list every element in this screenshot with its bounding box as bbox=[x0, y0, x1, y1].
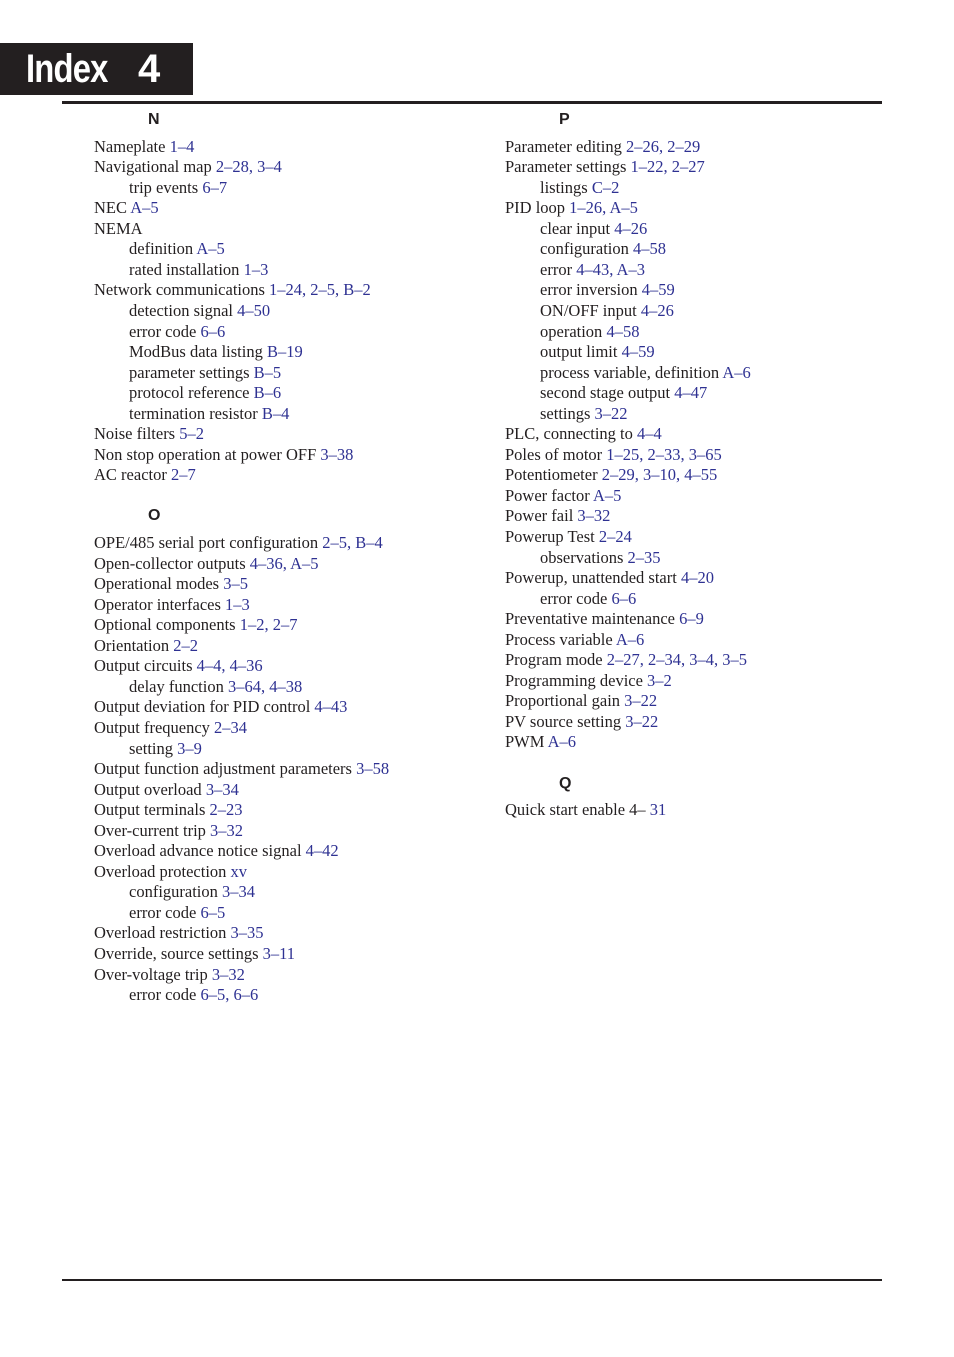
entry-page-refs[interactable]: B–19 bbox=[266, 342, 303, 362]
entry-term: observations bbox=[540, 547, 624, 567]
entry-page-refs[interactable]: 4–58 bbox=[606, 321, 640, 341]
entry-page-refs[interactable]: 2–35 bbox=[627, 547, 661, 567]
index-entry bbox=[94, 615, 494, 636]
entry-page-refs[interactable]: A–5 bbox=[592, 485, 622, 505]
top-rule bbox=[62, 101, 882, 104]
index-entry bbox=[505, 609, 905, 630]
entry-page-refs[interactable]: 4–43 bbox=[314, 697, 348, 717]
index-entry bbox=[505, 712, 905, 733]
entry-term: Optional components bbox=[94, 615, 236, 635]
entry-page-refs[interactable]: 2–26, 2–29 bbox=[625, 136, 701, 156]
entry-term: Programming device bbox=[505, 670, 643, 690]
entry-term: Quick start enable 4– bbox=[505, 800, 646, 820]
entry-term: clear input bbox=[540, 218, 611, 238]
index-entry bbox=[94, 595, 494, 616]
entry-term: error inversion bbox=[540, 280, 638, 300]
index-entry bbox=[94, 280, 494, 301]
entry-term: Open-collector outputs bbox=[94, 553, 246, 573]
entry-page-refs[interactable]: A–5 bbox=[130, 198, 159, 218]
entry-term: rated installation bbox=[129, 259, 240, 279]
entry-page-refs[interactable]: 6–9 bbox=[679, 609, 704, 629]
index-subentry bbox=[94, 739, 494, 760]
index-entry bbox=[94, 656, 494, 677]
index-entry bbox=[94, 424, 494, 445]
entry-term: Output circuits bbox=[94, 656, 193, 676]
entry-term: PV source setting bbox=[505, 711, 622, 731]
entry-page-refs[interactable]: 1–3 bbox=[225, 594, 250, 614]
index-subentry bbox=[94, 239, 494, 260]
index-entry bbox=[505, 800, 905, 821]
entry-term: Powerup Test bbox=[505, 526, 595, 546]
index-entry bbox=[505, 630, 905, 651]
index-subentry bbox=[505, 219, 905, 240]
entry-term: ON/OFF input bbox=[540, 300, 637, 320]
entry-term: error code bbox=[129, 985, 197, 1005]
entry-term: Overload advance notice signal bbox=[94, 841, 302, 861]
entry-term: Power factor bbox=[505, 485, 590, 505]
index-entry bbox=[505, 198, 905, 219]
entry-page-refs[interactable]: B–5 bbox=[253, 362, 282, 382]
index-subentry bbox=[94, 178, 494, 199]
index-subentry bbox=[94, 342, 494, 363]
index-entry bbox=[94, 198, 494, 219]
entry-term: PLC, connecting to bbox=[505, 424, 633, 444]
index-subentry bbox=[505, 548, 905, 569]
entry-page-refs[interactable]: A–6 bbox=[615, 629, 645, 649]
entry-page-refs[interactable]: 4–50 bbox=[237, 300, 271, 320]
index-entry bbox=[505, 527, 905, 548]
index-subentry bbox=[505, 239, 905, 260]
index-subentry bbox=[505, 301, 905, 322]
index-entry bbox=[94, 944, 494, 965]
entry-term: error bbox=[540, 259, 573, 279]
entry-page-refs[interactable]: A–6 bbox=[722, 362, 751, 382]
entry-page-refs[interactable]: B–6 bbox=[253, 383, 282, 403]
entry-page-refs[interactable]: 2–7 bbox=[170, 465, 196, 485]
index-subentry bbox=[94, 301, 494, 322]
index-subentry bbox=[505, 178, 905, 199]
entry-page-refs[interactable]: 2–24 bbox=[598, 526, 632, 546]
index-entry bbox=[505, 486, 905, 507]
entry-page-refs[interactable]: 31 bbox=[649, 800, 667, 820]
index-entry bbox=[94, 718, 494, 739]
index-entry bbox=[94, 862, 494, 883]
entry-page-refs[interactable]: 3–11 bbox=[262, 944, 296, 964]
entry-term: NEMA bbox=[94, 218, 143, 238]
entry-page-refs[interactable]: 6–6 bbox=[200, 321, 226, 341]
index-entry bbox=[94, 137, 494, 158]
index-subentry bbox=[505, 280, 905, 301]
entry-term: Preventative maintenance bbox=[505, 609, 675, 629]
entry-page-refs[interactable]: 6–5 bbox=[200, 902, 226, 922]
entry-term: configuration bbox=[540, 239, 629, 259]
entry-term: Output function adjustment parameters bbox=[94, 759, 352, 779]
entry-term: Output frequency bbox=[94, 718, 210, 737]
entry-term: Powerup, unattended start bbox=[505, 568, 677, 588]
entry-page-refs[interactable]: 3–32 bbox=[577, 506, 611, 526]
entry-term: settings bbox=[540, 403, 591, 423]
index-subentry bbox=[94, 404, 494, 425]
entry-page-refs[interactable]: 3–32 bbox=[211, 964, 245, 984]
index-subentry bbox=[505, 404, 905, 425]
index-entry bbox=[94, 219, 494, 240]
index-entry bbox=[505, 568, 905, 589]
index-entry bbox=[505, 424, 905, 445]
index-subentry bbox=[94, 322, 494, 343]
index-subentry bbox=[505, 589, 905, 610]
entry-page-refs[interactable]: 3–34 bbox=[205, 779, 239, 799]
index-entry bbox=[94, 841, 494, 862]
index-entry bbox=[94, 533, 494, 554]
entry-page-refs[interactable]: 4–4, 4–36 bbox=[196, 656, 263, 676]
entry-term: error code bbox=[129, 321, 197, 341]
section-letter: N bbox=[148, 111, 160, 128]
index-header-tab bbox=[0, 43, 193, 95]
section-letter: Q bbox=[559, 774, 572, 792]
entry-term: protocol reference bbox=[129, 383, 250, 403]
index-entry bbox=[505, 650, 905, 671]
entry-term: error code bbox=[129, 902, 197, 922]
entry-page-refs[interactable]: 2–5, B–4 bbox=[322, 533, 383, 553]
entry-term: Output overload bbox=[94, 779, 202, 799]
entry-page-refs[interactable]: 5–2 bbox=[179, 424, 204, 444]
entry-term: Override, source settings bbox=[94, 944, 259, 964]
entry-page-refs[interactable]: 4–59 bbox=[621, 342, 655, 362]
index-entry bbox=[94, 697, 494, 718]
entry-term: Output deviation for PID control bbox=[94, 697, 311, 717]
entry-page-refs[interactable]: 3–22 bbox=[624, 691, 658, 711]
entry-term: listings bbox=[540, 177, 588, 197]
entry-page-refs[interactable]: 3–34 bbox=[222, 882, 256, 902]
index-subentry bbox=[94, 882, 494, 903]
entry-page-refs[interactable]: B–4 bbox=[261, 403, 290, 423]
index-subentry bbox=[94, 985, 494, 1006]
entry-term: PID loop bbox=[505, 198, 566, 218]
index-entry bbox=[94, 965, 494, 986]
entry-page-refs[interactable]: 3–9 bbox=[177, 738, 202, 758]
section-letter: O bbox=[148, 507, 161, 525]
entry-page-refs[interactable]: 2–29, 3–10, 4–55 bbox=[601, 465, 718, 485]
entry-page-refs[interactable]: 3–5 bbox=[223, 574, 248, 594]
index-entry bbox=[94, 821, 494, 842]
entry-term: Network communications bbox=[94, 280, 265, 300]
entry-term: setting bbox=[129, 738, 173, 758]
entry-term: delay function bbox=[129, 676, 224, 696]
index-subentry bbox=[94, 260, 494, 281]
entry-page-refs[interactable]: 3–64, 4–38 bbox=[227, 676, 303, 696]
index-entry bbox=[94, 759, 494, 780]
index-entry bbox=[94, 574, 494, 595]
index-entry bbox=[94, 780, 494, 801]
index-entry bbox=[94, 445, 494, 466]
entry-page-refs[interactable]: 1–26, A–5 bbox=[569, 198, 638, 218]
index-column-right bbox=[505, 110, 905, 821]
entry-term: Potentiometer bbox=[505, 465, 598, 485]
index-subentry bbox=[94, 383, 494, 404]
entry-page-refs[interactable]: 3–22 bbox=[594, 403, 628, 423]
entry-term: definition bbox=[129, 239, 194, 259]
entry-term: process variable, definition bbox=[540, 362, 720, 382]
entry-term: Program mode bbox=[505, 650, 603, 670]
index-title: Index bbox=[26, 47, 108, 91]
entry-term: Over-current trip bbox=[94, 820, 206, 840]
entry-term: output limit bbox=[540, 342, 618, 362]
index-entry bbox=[505, 465, 905, 486]
entry-page-refs[interactable]: 4–20 bbox=[680, 568, 714, 588]
entry-page-refs[interactable]: 3–38 bbox=[320, 444, 354, 464]
index-entry bbox=[94, 465, 494, 486]
entry-page-refs[interactable]: 2–27, 2–34, 3–4, 3–5 bbox=[606, 650, 747, 670]
entry-page-refs[interactable]: 4–4 bbox=[636, 424, 662, 444]
entry-page-refs[interactable]: 4–26 bbox=[640, 300, 674, 320]
entry-term: AC reactor bbox=[94, 465, 167, 485]
entry-term: Parameter editing bbox=[505, 136, 622, 156]
index-entry bbox=[94, 923, 494, 944]
entry-term: Proportional gain bbox=[505, 691, 621, 711]
entry-term: trip events bbox=[129, 177, 199, 197]
index-subentry bbox=[94, 363, 494, 384]
entry-term: configuration bbox=[129, 882, 218, 902]
entry-term: ModBus data listing bbox=[129, 342, 263, 362]
entry-page-refs[interactable]: 1–4 bbox=[169, 136, 195, 156]
entry-term: operation bbox=[540, 321, 603, 341]
entry-page-refs[interactable]: 3–22 bbox=[625, 711, 659, 731]
entry-page-refs[interactable]: 4–26 bbox=[614, 218, 648, 238]
entry-page-refs[interactable]: A–6 bbox=[547, 732, 577, 752]
entry-page-refs[interactable]: 4–36, A–5 bbox=[249, 553, 319, 573]
entry-term: Nameplate bbox=[94, 136, 166, 156]
index-subentry bbox=[505, 322, 905, 343]
entry-term: Power fail bbox=[505, 506, 574, 526]
index-entry bbox=[94, 554, 494, 575]
entry-page-refs[interactable]: 1–2, 2–7 bbox=[239, 615, 298, 635]
section-gap bbox=[505, 753, 905, 774]
entry-term: second stage output bbox=[540, 383, 671, 403]
entry-term: error code bbox=[540, 588, 608, 608]
entry-page-refs[interactable]: 3–32 bbox=[210, 820, 244, 840]
entry-term: Output terminals bbox=[94, 800, 206, 820]
entry-term: Process variable bbox=[505, 629, 613, 649]
entry-term: termination resistor bbox=[129, 403, 258, 423]
entry-term: NEC bbox=[94, 198, 127, 218]
entry-term: detection signal bbox=[129, 300, 234, 320]
entry-term: Overload restriction bbox=[94, 923, 227, 943]
section-letter: P bbox=[559, 111, 570, 128]
index-entry bbox=[94, 800, 494, 821]
entry-page-refs[interactable]: 1–25, 2–33, 3–65 bbox=[606, 444, 722, 464]
index-entry bbox=[505, 506, 905, 527]
entry-page-refs[interactable]: 2–28, 3–4 bbox=[215, 157, 282, 177]
entry-page-refs[interactable]: 6–5, 6–6 bbox=[200, 985, 259, 1005]
index-entry bbox=[505, 671, 905, 692]
entry-term: Over-voltage trip bbox=[94, 964, 208, 984]
index-entry bbox=[94, 636, 494, 657]
entry-term: OPE/485 serial port configuration bbox=[94, 533, 319, 553]
entry-page-refs[interactable]: 4–59 bbox=[641, 280, 675, 300]
entry-term: Noise filters bbox=[94, 424, 176, 444]
entry-term: Operational modes bbox=[94, 574, 220, 594]
index-entry bbox=[505, 445, 905, 466]
index-subentry bbox=[94, 903, 494, 924]
entry-term: Orientation bbox=[94, 635, 170, 655]
index-subentry bbox=[94, 677, 494, 698]
entry-page-refs[interactable]: 2–2 bbox=[173, 635, 199, 655]
entry-page-refs[interactable]: 4–42 bbox=[305, 841, 339, 861]
index-subentry bbox=[505, 260, 905, 281]
index-entry bbox=[505, 137, 905, 158]
entry-page-refs[interactable]: 3–58 bbox=[356, 759, 390, 779]
entry-page-refs[interactable]: 4–58 bbox=[633, 239, 667, 259]
entry-page-refs[interactable]: 2–23 bbox=[209, 800, 243, 820]
entry-page-refs[interactable]: 2–34 bbox=[214, 718, 248, 737]
section-gap bbox=[94, 486, 494, 507]
entry-term: Parameter settings bbox=[505, 157, 627, 177]
index-entry bbox=[94, 157, 494, 178]
entry-page-refs[interactable]: 1–24, 2–5, B–2 bbox=[269, 280, 371, 300]
index-subentry bbox=[505, 363, 905, 384]
entry-term: PWM bbox=[505, 732, 545, 752]
entry-page-refs[interactable]: xv bbox=[230, 861, 248, 881]
entry-page-refs[interactable]: 4–43, A–3 bbox=[576, 259, 645, 279]
entry-page-refs[interactable]: 4–47 bbox=[674, 383, 708, 403]
entry-term: Non stop operation at power OFF bbox=[94, 444, 317, 464]
index-subentry bbox=[505, 342, 905, 363]
entry-page-refs[interactable]: 1–3 bbox=[243, 259, 269, 279]
entry-page-refs[interactable]: 3–35 bbox=[230, 923, 264, 943]
index-entry bbox=[505, 732, 905, 753]
entry-term: Poles of motor bbox=[505, 444, 603, 464]
entry-page-refs[interactable]: 6–7 bbox=[202, 177, 228, 197]
page-number: 4 bbox=[138, 47, 161, 91]
entry-term: parameter settings bbox=[129, 362, 250, 382]
bottom-rule bbox=[62, 1279, 882, 1281]
entry-page-refs[interactable]: 6–6 bbox=[611, 588, 637, 608]
index-column-left bbox=[94, 110, 494, 1006]
entry-page-refs[interactable]: A–5 bbox=[196, 239, 225, 259]
entry-term: Operator interfaces bbox=[94, 594, 221, 614]
entry-term: Overload protection bbox=[94, 861, 227, 881]
entry-page-refs[interactable]: C–2 bbox=[591, 177, 620, 197]
entry-page-refs[interactable]: 3–2 bbox=[647, 670, 672, 690]
index-entry bbox=[505, 691, 905, 712]
index-subentry bbox=[505, 383, 905, 404]
index-entry bbox=[505, 157, 905, 178]
entry-term: Navigational map bbox=[94, 157, 212, 177]
entry-page-refs[interactable]: 1–22, 2–27 bbox=[630, 157, 705, 177]
